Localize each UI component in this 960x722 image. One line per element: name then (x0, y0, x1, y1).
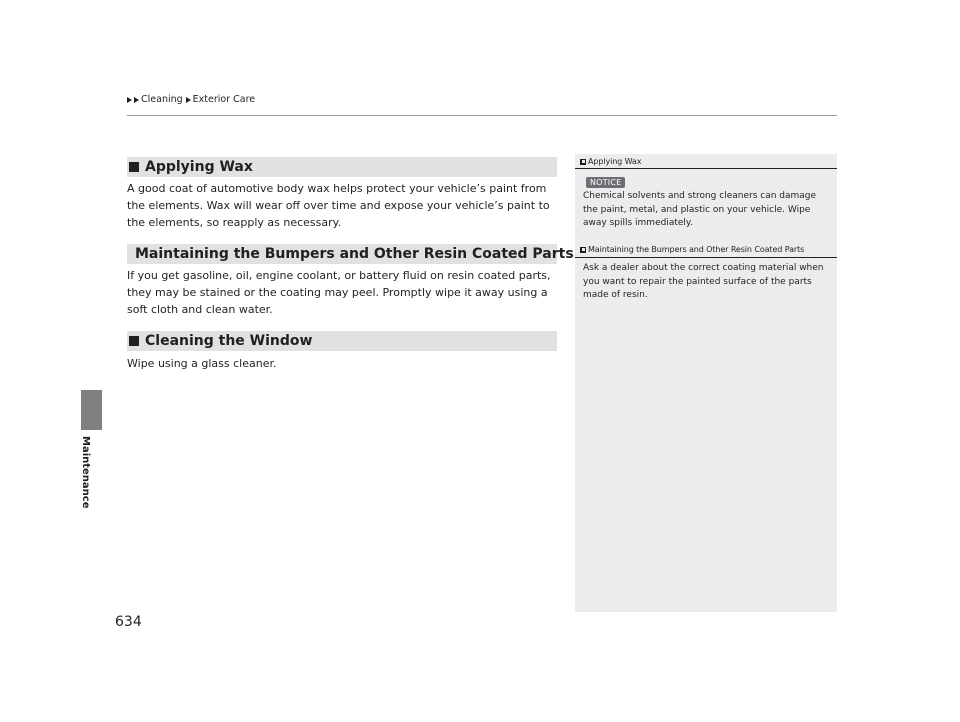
note-text-applying-wax: Chemical solvents and strong cleaners can damage the paint, metal, and plastic on your vehicle. Wipe away spills immediately. (583, 191, 817, 228)
note-divider (575, 257, 837, 258)
note-divider (575, 168, 837, 169)
note-marker-icon (580, 159, 586, 165)
section-heading-applying-wax (127, 157, 557, 177)
note-text-bumpers: Ask a dealer about the correct coating material when you want to repair the painted surface of the parts made of resin. (583, 263, 824, 300)
note-marker-icon (580, 247, 586, 253)
section-heading-text: Maintaining the Bumpers and Other Resin Coated Parts (135, 246, 574, 262)
section-body-bumpers: If you get gasoline, oil, engine coolant, or battery fluid on resin coated parts, they may be stained or the coating may peel. Promptly wipe it away using a soft cloth and clean water. (127, 269, 551, 316)
square-bullet-icon (129, 162, 139, 172)
note-title-text: Maintaining the Bumpers and Other Resin Coated Parts (588, 245, 805, 254)
breadcrumb (127, 94, 255, 105)
section-heading-window (127, 331, 557, 351)
square-bullet-icon (129, 336, 139, 346)
section-tab-marker (81, 390, 102, 430)
page-number: 634 (115, 614, 142, 630)
breadcrumb-item-exterior-care[interactable]: Exterior Care (192, 94, 256, 105)
section-body-window: Wipe using a glass cleaner. (127, 357, 277, 370)
section-body-applying-wax: A good coat of automotive body wax helps protect your vehicle’s paint from the elements. Wax will wear off over time and expose your vehicle’s paint to the elements, so reapply as necessary. (127, 182, 550, 229)
note-title-bumpers (580, 245, 804, 254)
header-divider (127, 115, 837, 116)
breadcrumb-item-cleaning[interactable]: Cleaning (141, 94, 183, 105)
note-title-text: Applying Wax (588, 157, 642, 166)
section-tab-label: Maintenance (80, 436, 91, 509)
section-heading-text: Cleaning the Window (145, 333, 313, 349)
section-heading-bumpers (127, 244, 574, 264)
note-title-applying-wax (580, 157, 641, 166)
breadcrumb-arrow-icon (134, 97, 139, 103)
breadcrumb-arrow-icon (186, 97, 191, 103)
section-heading-text: Applying Wax (145, 159, 253, 175)
breadcrumb-arrow-icon (127, 97, 132, 103)
notice-badge: NOTICE (586, 177, 625, 188)
